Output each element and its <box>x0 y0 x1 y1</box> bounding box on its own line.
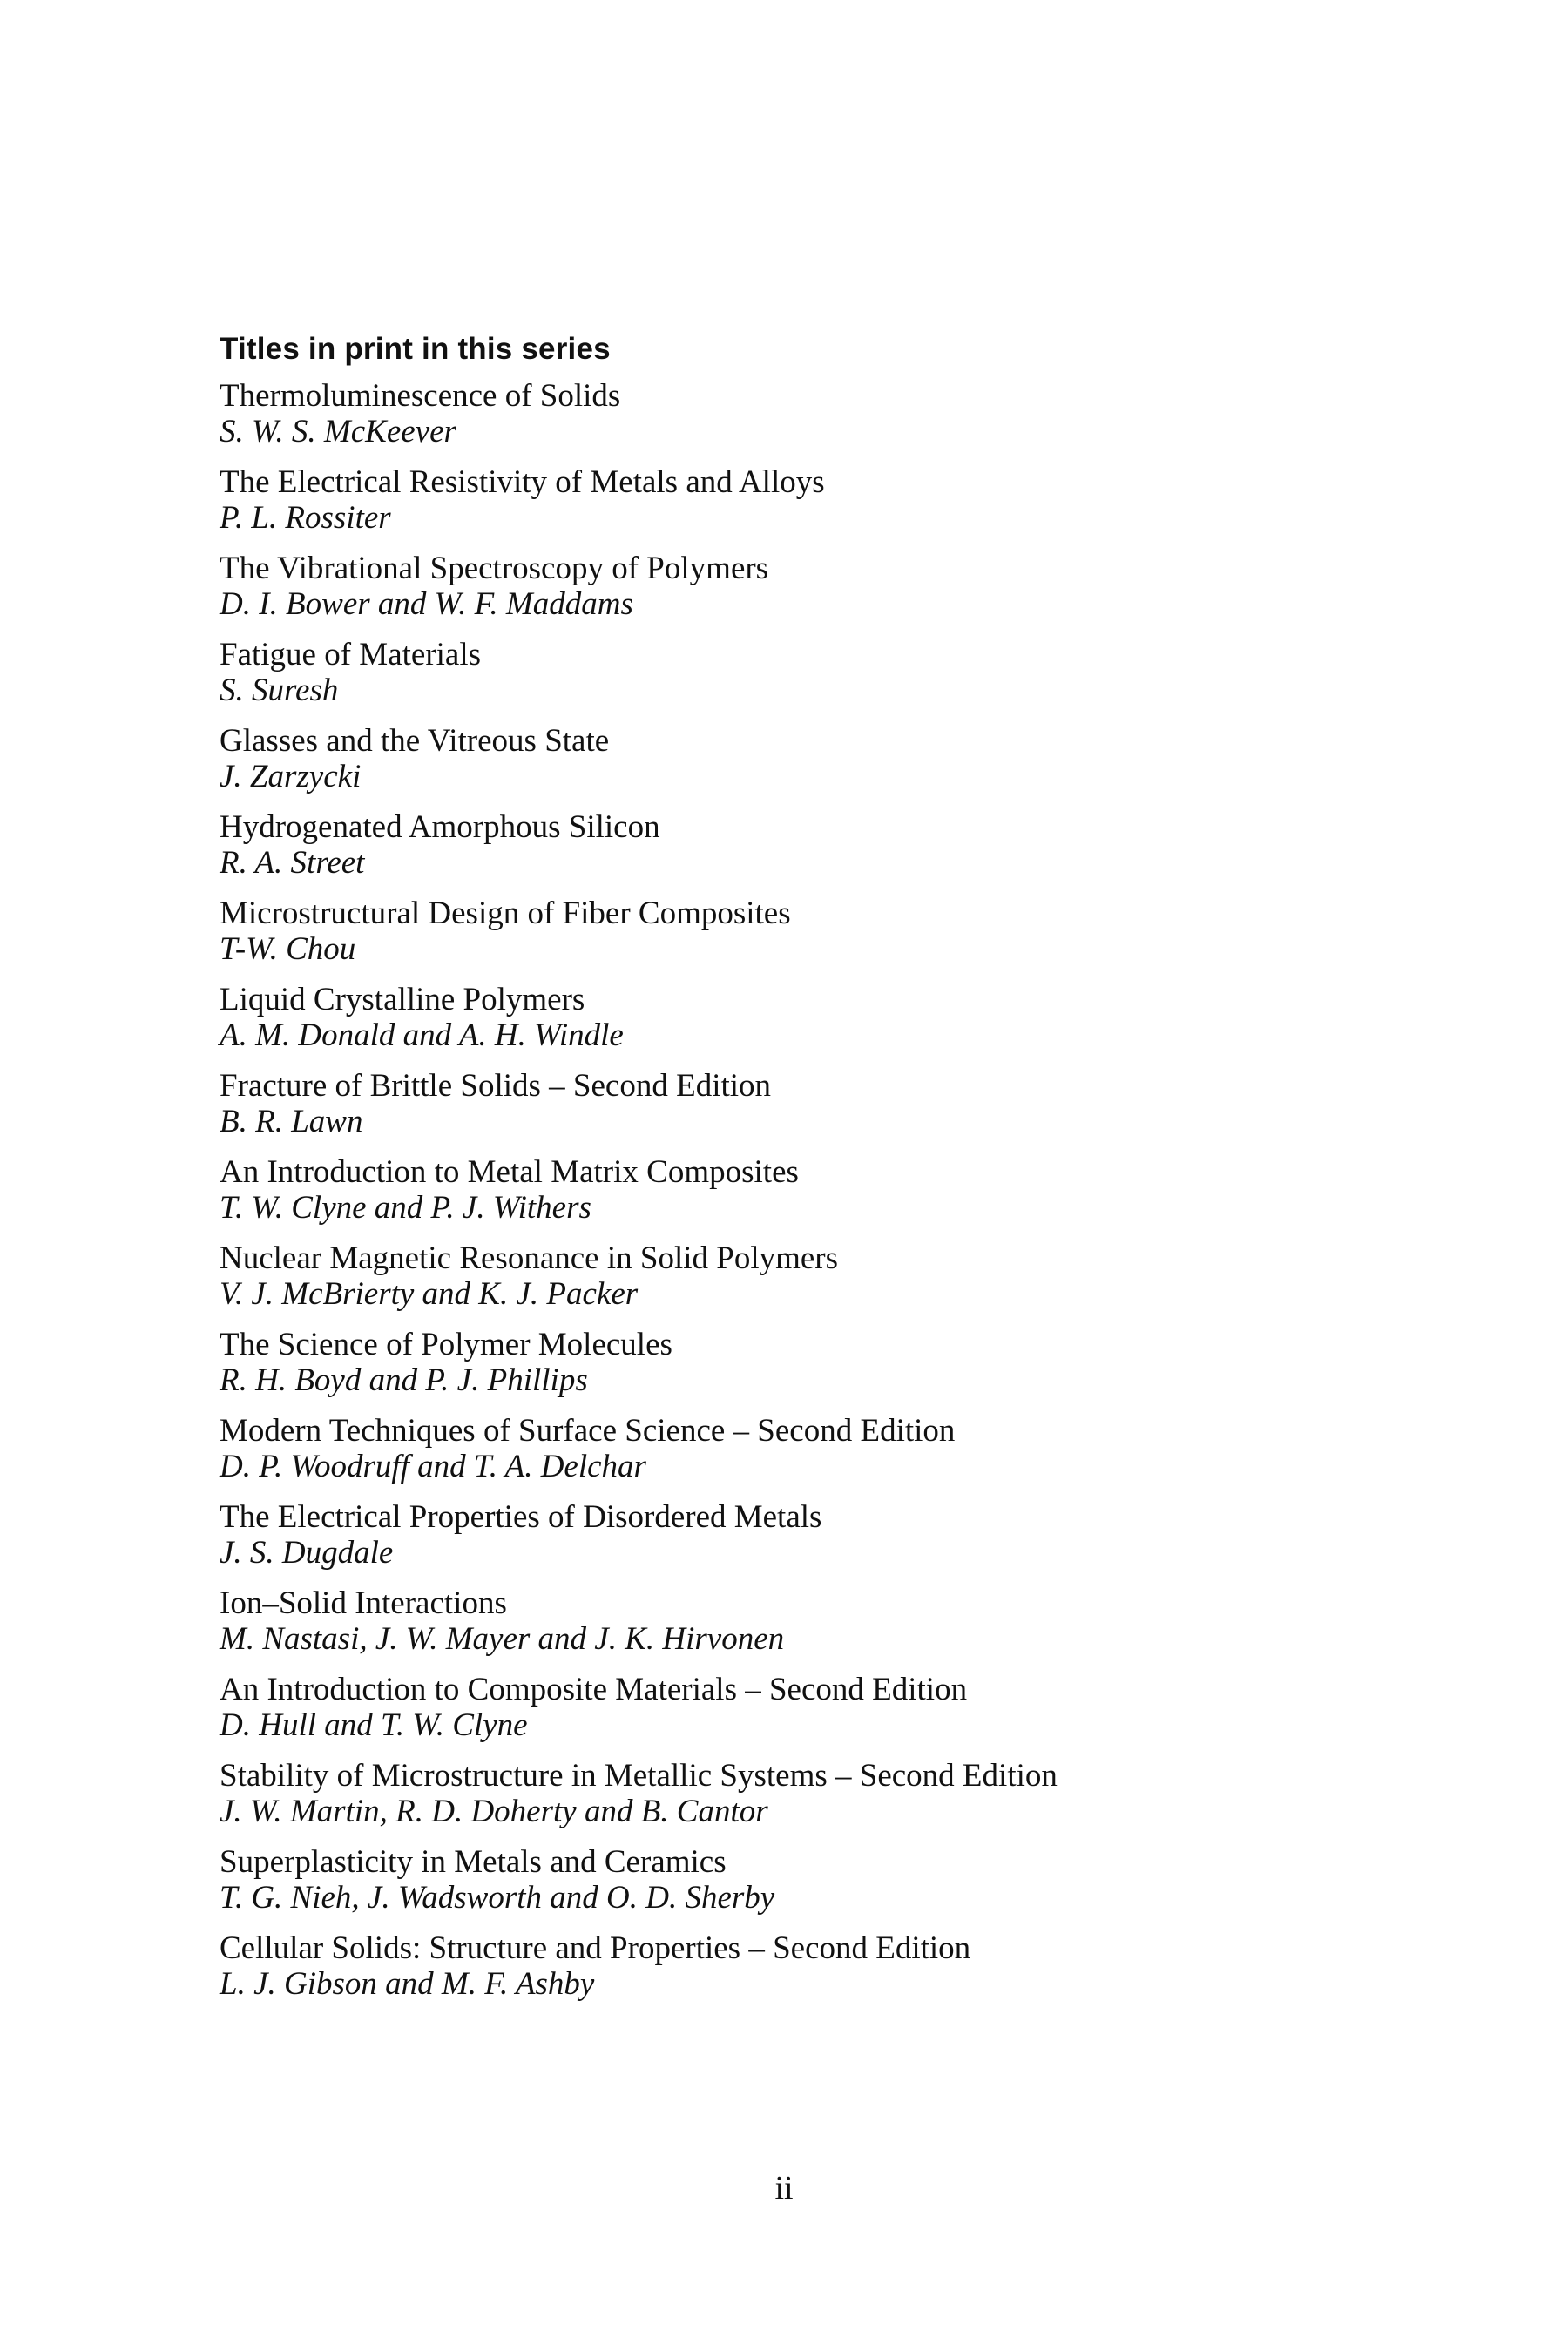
book-title: Modern Techniques of Surface Science – Second Edition <box>220 1413 956 1449</box>
book-authors: D. I. Bower and W. F. Maddams <box>220 586 633 622</box>
series-list-section <box>220 331 1439 2017</box>
book-entry <box>220 1068 1439 1139</box>
book-title: Fracture of Brittle Solids – Second Edition <box>220 1068 772 1104</box>
book-authors: D. Hull and T. W. Clyne <box>220 1707 528 1743</box>
book-entry <box>220 1327 1439 1398</box>
book-title: Hydrogenated Amorphous Silicon <box>220 809 660 845</box>
book-title: Ion–Solid Interactions <box>220 1585 507 1621</box>
book-title: Fatigue of Materials <box>220 637 482 672</box>
book-title: Cellular Solids: Structure and Properties – Second Edition <box>220 1930 971 1966</box>
book-title: The Electrical Properties of Disordered Metals <box>220 1499 822 1535</box>
book-authors: T-W. Chou <box>220 931 356 967</box>
book-entry <box>220 896 1439 967</box>
book-entry <box>220 1758 1439 1829</box>
book-authors: T. W. Clyne and P. J. Withers <box>220 1190 591 1226</box>
book-title: Glasses and the Vitreous State <box>220 723 610 759</box>
book-authors: J. Zarzycki <box>220 759 362 794</box>
book-authors: V. J. McBrierty and K. J. Packer <box>220 1276 639 1312</box>
book-authors: D. P. Woodruff and T. A. Delchar <box>220 1449 646 1484</box>
book-entry <box>220 982 1439 1053</box>
book-authors: B. R. Lawn <box>220 1104 363 1139</box>
book-authors: J. W. Martin, R. D. Doherty and B. Cantor <box>220 1794 768 1829</box>
book-authors: T. G. Nieh, J. Wadsworth and O. D. Sherby <box>220 1880 775 1916</box>
book-entry <box>220 551 1439 622</box>
book-authors: S. W. S. McKeever <box>220 414 456 449</box>
page-number: ii <box>774 2170 794 2207</box>
book-authors: P. L. Rossiter <box>220 500 391 536</box>
book-title: Nuclear Magnetic Resonance in Solid Polymers <box>220 1240 839 1276</box>
book-list <box>220 378 1439 2002</box>
series-heading: Titles in print in this series <box>220 332 611 366</box>
book-authors: L. J. Gibson and M. F. Ashby <box>220 1966 595 2002</box>
book-title: Liquid Crystalline Polymers <box>220 982 585 1017</box>
book-entry <box>220 1672 1439 1743</box>
book-entry <box>220 1240 1439 1312</box>
book-entry <box>220 464 1439 536</box>
book-entry <box>220 1499 1439 1571</box>
book-title: The Science of Polymer Molecules <box>220 1327 672 1362</box>
book-authors: A. M. Donald and A. H. Windle <box>220 1017 624 1053</box>
book-authors: S. Suresh <box>220 672 339 708</box>
book-title: An Introduction to Metal Matrix Composites <box>220 1154 799 1190</box>
book-entry <box>220 809 1439 881</box>
book-entry <box>220 1844 1439 1916</box>
book-title: The Vibrational Spectroscopy of Polymers <box>220 551 769 586</box>
book-authors: J. S. Dugdale <box>220 1535 394 1571</box>
book-entry <box>220 1585 1439 1657</box>
book-title: Stability of Microstructure in Metallic Systems – Second Edition <box>220 1758 1058 1794</box>
book-entry <box>220 1413 1439 1484</box>
book-entry <box>220 1930 1439 2002</box>
book-title: Microstructural Design of Fiber Composites <box>220 896 791 931</box>
book-entry <box>220 1154 1439 1226</box>
book-authors: R. A. Street <box>220 845 365 881</box>
book-authors: R. H. Boyd and P. J. Phillips <box>220 1362 588 1398</box>
book-entry <box>220 637 1439 708</box>
book-title: Thermoluminescence of Solids <box>220 378 621 414</box>
book-entry <box>220 378 1439 449</box>
book-authors: M. Nastasi, J. W. Mayer and J. K. Hirvonen <box>220 1621 785 1657</box>
book-title: The Electrical Resistivity of Metals and Alloys <box>220 464 825 500</box>
book-entry <box>220 723 1439 794</box>
book-title: Superplasticity in Metals and Ceramics <box>220 1844 727 1880</box>
book-title: An Introduction to Composite Materials – Second Edition <box>220 1672 968 1707</box>
